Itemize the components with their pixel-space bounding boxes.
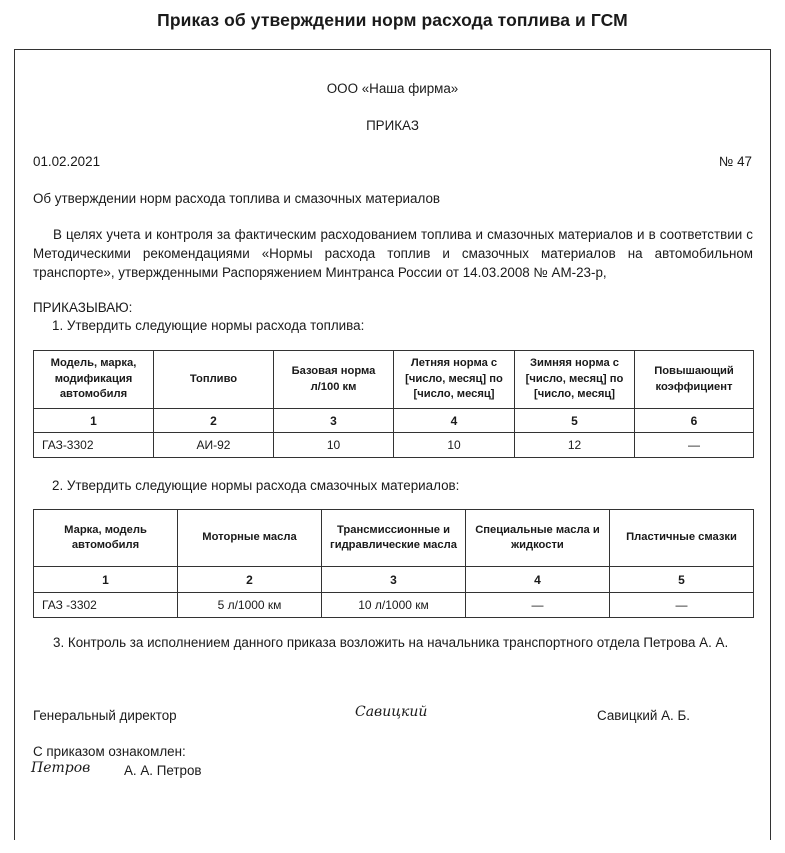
table-header-cell: Трансмиссионные и гидравлические масла (322, 510, 466, 567)
preamble: В целях учета и контроля за фактическим расходованием топлива и смазочных материалов и в соответствии с Методическими рекомендациями «Нормы расхода топлив и смазочных материалов на автомобильном транспорте», утвержденными Распоряжением Минтранса России от 14.03.2008 № АМ-23-р, (33, 227, 753, 280)
table-number-row (34, 567, 754, 593)
director-signature: Савицкий (355, 704, 428, 720)
table-header-cell: Зимняя норма с [число, месяц] по [число, месяц] (515, 351, 635, 409)
column-number: 5 (515, 409, 635, 433)
table-cell: 12 (515, 433, 635, 458)
table-header-cell: Пластичные смазки (610, 510, 754, 567)
table-header-cell: Летняя норма с [число, месяц] по [число, месяц] (394, 351, 515, 409)
table-header-row (34, 510, 754, 567)
table-cell: 10 л/1000 км (322, 593, 466, 618)
column-number: 2 (178, 567, 322, 593)
table-header-row (34, 351, 754, 409)
table-cell: — (610, 593, 754, 618)
acknowledgement-signature: Петров (31, 760, 91, 776)
lubricant-norms-table (33, 509, 754, 618)
table-header-cell: Модель, марка, модификация автомобиля (34, 351, 154, 409)
column-number: 3 (322, 567, 466, 593)
column-number: 4 (394, 409, 515, 433)
table-cell: ГАЗ -3302 (34, 593, 178, 618)
table-row (34, 433, 754, 458)
table-cell: 5 л/1000 км (178, 593, 322, 618)
order-number: № 47 (719, 154, 752, 169)
order-subject: Об утверждении норм расхода топлива и смазочных материалов (33, 191, 441, 206)
table-number-row (34, 409, 754, 433)
column-number: 2 (154, 409, 274, 433)
order-date: 01.02.2021 (33, 154, 101, 169)
table-cell: ГАЗ-3302 (34, 433, 154, 458)
order-word: ПРИКАЗЫВАЮ: (33, 300, 133, 315)
table-cell: АИ-92 (154, 433, 274, 458)
table-header-cell: Специальные масла и жидкости (466, 510, 610, 567)
column-number: 1 (34, 567, 178, 593)
table-header-cell: Базовая норма л/100 км (274, 351, 394, 409)
item-2: 2. Утвердить следующие нормы расхода смазочных материалов: (52, 478, 460, 493)
organization-name: ООО «Наша фирма» (326, 81, 459, 96)
table-cell: — (466, 593, 610, 618)
table-header-cell: Повышающий коэффициент (635, 351, 754, 409)
column-number: 3 (274, 409, 394, 433)
table-header-cell: Моторные масла (178, 510, 322, 567)
column-number: 6 (635, 409, 754, 433)
table-cell: 10 (394, 433, 515, 458)
table-cell: 10 (274, 433, 394, 458)
acknowledgement-label: С приказом ознакомлен: (33, 744, 186, 759)
column-number: 5 (610, 567, 754, 593)
acknowledgement-name: А. А. Петров (124, 763, 202, 778)
item-3: 3. Контроль за исполнением данного приказа возложить на начальника транспортного отдела Петрова А. А. (53, 635, 729, 650)
page-title: Приказ об утверждении норм расхода топлива и ГСМ (157, 10, 628, 30)
table-header-cell: Марка, модель автомобиля (34, 510, 178, 567)
director-name: Савицкий А. Б. (597, 708, 690, 723)
column-number: 4 (466, 567, 610, 593)
document-type: ПРИКАЗ (366, 118, 419, 133)
fuel-norms-table (33, 350, 754, 458)
table-header-cell: Топливо (154, 351, 274, 409)
item-1: 1. Утвердить следующие нормы расхода топлива: (52, 318, 365, 333)
director-title: Генеральный директор (33, 708, 177, 723)
table-row (34, 593, 754, 618)
table-cell: — (635, 433, 754, 458)
column-number: 1 (34, 409, 154, 433)
